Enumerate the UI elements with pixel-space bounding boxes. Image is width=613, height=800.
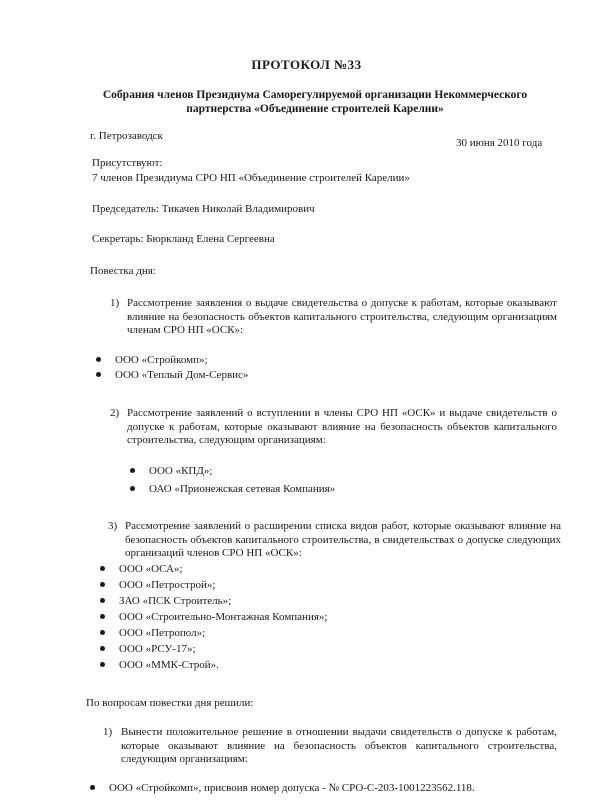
org-list-item: ОАО «Прионежская сетевая Компания»	[130, 483, 335, 496]
bullet-icon	[130, 486, 135, 491]
bullet-icon	[96, 357, 101, 362]
org-list-item: ООО «Петрострой»;	[100, 579, 215, 592]
decision-list-item: ООО «Стройкомп», присвоив номер допуска - № СРО-С-203-1001223562.118.	[90, 782, 475, 795]
agenda-label: Повестка дня:	[90, 265, 156, 277]
bullet-icon	[96, 372, 101, 377]
org-list-item: ООО «ОСА»;	[100, 563, 182, 576]
org-list-item: ЗАО «ПСК Строитель»;	[100, 595, 231, 608]
bullet-icon	[130, 468, 135, 473]
agenda-item-number: 3)	[108, 520, 118, 532]
decision-item-text: Вынести положительное решение в отношении выдачи свидетельств о допуске к работам, которые оказывают влияние на безопасность объектов капитального строительства, следующим организациям:	[121, 726, 557, 765]
org-list-item: ООО «РСУ-17»;	[100, 643, 196, 656]
bullet-icon	[100, 662, 105, 667]
bullet-icon	[100, 582, 105, 587]
org-list-item: ООО «Теплый Дом-Сервис»	[96, 369, 248, 382]
org-list-item: ООО «Стройкомп»;	[96, 354, 208, 367]
org-list-item: ООО «Строительно-Монтажная Компания»;	[100, 611, 327, 624]
city: г. Петрозаводск	[90, 130, 163, 142]
bullet-icon	[100, 598, 105, 603]
bullet-icon	[100, 630, 105, 635]
org-list-item: ООО «ММК-Строй».	[100, 659, 219, 672]
chairman: Председатель: Тикачев Николай Владимирович	[92, 203, 315, 215]
bullet-icon	[90, 785, 95, 790]
agenda-item-text: Рассмотрение заявления о выдаче свидетельства о допуске к работам, которые оказывают влияние на безопасность объектов капитального строительства, следующим организациям членам СРО НП «ОСК»:	[127, 297, 557, 336]
agenda-item-number: 1)	[110, 297, 120, 309]
agenda-item-text: Рассмотрение заявлений о вступлении в члены СРО НП «ОСК» и выдаче свидетельств о допуске к работам, которые оказывают влияние на безопасность объектов капитального строительства, следующим организациям:	[127, 407, 557, 446]
org-list-item: ООО «КПД»;	[130, 465, 212, 478]
protocol-title: ПРОТОКОЛ №33	[251, 57, 362, 72]
attendance-label: Присутствуют:	[92, 157, 163, 169]
bullet-icon	[100, 646, 105, 651]
decision-item-number: 1)	[103, 726, 113, 738]
bullet-icon	[100, 566, 105, 571]
agenda-item-text: Рассмотрение заявлений о расширении списка видов работ, которые оказывают влияние на безопасность объектов капитального строительства, в свидетельствах о допуске следующих организаций членов СРО НП «ОСК»:	[125, 520, 561, 559]
date: 30 июня 2010 года	[456, 137, 543, 149]
decisions-label: По вопросам повестки дня решили:	[86, 697, 254, 709]
attendance-members: 7 членов Президиума СРО НП «Объединение строителей Карелии»	[92, 172, 410, 184]
bullet-icon	[100, 614, 105, 619]
org-list-item: ООО «Петропол»;	[100, 627, 205, 640]
protocol-subtitle: Собрания членов Президиума Саморегулируемой организации Некоммерческого партнерства «Объединение строителей Карелии»	[102, 89, 528, 115]
secretary: Секретарь: Бюркланд Елена Сергеевна	[92, 233, 275, 245]
agenda-item-number: 2)	[110, 407, 120, 419]
